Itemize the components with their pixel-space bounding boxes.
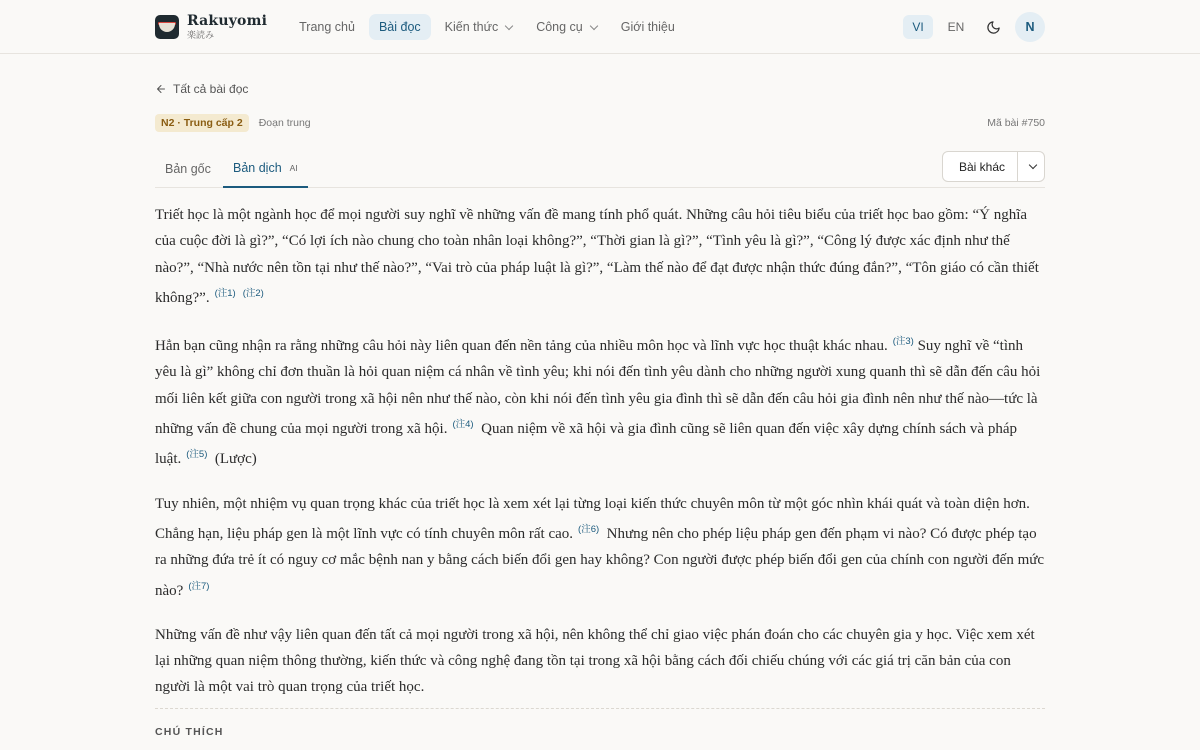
article-tabs (155, 150, 1045, 188)
header-actions (903, 12, 1045, 42)
back-link-label: Tất cả bài đọc (173, 82, 249, 96)
brand-subtitle: 楽読み (187, 30, 215, 40)
note-ref[interactable]: (注4) (452, 419, 474, 431)
nav-knowledge-label: Kiến thức (444, 20, 499, 34)
ramen-bowl-icon (155, 15, 179, 39)
chevron-down-icon (1029, 161, 1037, 169)
paragraph-text: Triết học là một ngành học để mọi người suy nghĩ về những vấn đề mang tính phổ quát. Những câu hỏi tiêu biểu của triết học bao gồm: “Ý nghĩa của cuộc đời là gì?”, “Có lợi ích nào chung cho toàn nhân loại không?”, “Thời gian là gì?”, “Tình yêu là gì?”, “Công lý được xác định như thế nào?”, “Nhà nước nên tồn tại như thế nào?”, “Vai trò của pháp luật là gì?”, “Làm thế nào để đạt được nhận thức đúng đắn?”, “Tôn giáo có cần thiết không?”. (155, 207, 1039, 306)
chevron-down-icon (505, 21, 513, 29)
paragraph (155, 622, 1045, 701)
nav-home[interactable]: Trang chủ (299, 20, 355, 34)
brand-logo[interactable] (155, 14, 267, 40)
main-nav (289, 14, 685, 40)
omitted-marker: (Lược) (214, 451, 257, 468)
sentence: Tuy nhiên, một nhiệm vụ quan trọng khác của triết học là xem xét lại từng loại kiến thức chuyên môn từ một góc nhìn khái quát và toàn diện hơn. Chẳng hạn, liệu pháp gen là một lĩnh vực có tính chuyên môn rất cao. (155, 495, 1030, 542)
note-ref[interactable]: (注7) (188, 580, 210, 592)
other-article-button[interactable]: Bài khác (958, 159, 1006, 174)
paragraph (155, 329, 1045, 472)
lang-en-button[interactable]: EN (947, 20, 965, 34)
chevron-down-icon (590, 21, 598, 29)
paragraph (155, 491, 1045, 604)
tab-translation-label: Bản dịch (233, 161, 282, 175)
article-code: Mã bài #750 (987, 117, 1045, 129)
level-badge: N2 · Trung cấp 2 (155, 114, 249, 132)
sentence: Hẳn bạn cũng nhận ra rằng những câu hỏi này liên quan đến nền tảng của nhiều môn học và lĩnh vực học thuật khác nhau. (155, 338, 888, 355)
note-ref[interactable]: (注5) (186, 449, 208, 461)
sentence: Quan niệm về xã hội và gia đình cũng sẽ liên quan đến việc xây dựng chính sách và pháp luật. (155, 421, 1018, 468)
brand-name: Rakuyomi (187, 13, 268, 29)
note-ref[interactable]: (注6) (578, 523, 600, 535)
ai-tag: AI (289, 163, 298, 173)
header-inner (155, 0, 1045, 54)
nav-tools[interactable] (526, 14, 607, 40)
tab-original[interactable]: Bản gốc (165, 162, 211, 176)
back-link[interactable] (155, 82, 248, 96)
sentence: Nhưng nên cho phép liệu pháp gen đến phạm vi nào? Có được phép tạo ra những đứa trẻ ít có nguy cơ mắc bệnh nan y bằng cách biến đổi gen hay không? Con người được phép biến đổi gen của chính con người đến mức nào? (155, 525, 1045, 599)
theme-toggle-button[interactable] (979, 13, 1007, 41)
user-avatar[interactable]: N (1015, 12, 1045, 42)
notes-divider (155, 708, 1045, 709)
nav-readings[interactable]: Bài đọc (369, 14, 431, 40)
paragraph (155, 202, 1045, 311)
nav-tools-label: Công cụ (536, 20, 583, 34)
notes-heading: CHÚ THÍCH (155, 726, 224, 738)
arrow-left-icon (155, 83, 167, 95)
lang-vi-button[interactable]: VI (903, 15, 933, 39)
note-ref[interactable]: (注2) (242, 287, 264, 299)
nav-knowledge[interactable] (435, 14, 523, 40)
article-body (155, 202, 1045, 719)
length-label: Đoạn trung (258, 117, 311, 129)
paragraph-text: Những vấn đề như vậy liên quan đến tất cả mọi người trong xã hội, nên không thể chỉ giao việc phán đoán cho các chuyên gia y học. Việc xem xét lại những quan niệm thông thường, kiến thức và công nghệ đang tồn tại trong xã hội bằng cách đối chiếu chúng với các giá trị căn bản của con người là một vai trò quan trọng của triết học. (155, 626, 1035, 696)
tab-translation[interactable] (223, 150, 308, 188)
moon-icon (986, 20, 1001, 35)
other-article-split-button (942, 151, 1045, 182)
brand-text (187, 14, 267, 40)
note-ref[interactable]: (注1) (214, 287, 236, 299)
sentence: Suy nghĩ về “tình yêu là gì” không chỉ đơn thuần là hỏi quan niệm cá nhân về tình yêu; khi nói đến tình yêu dành cho những người xung quanh thì sẽ dẫn đến câu hỏi mối liên kết giữa con người trong xã hội nên như thế nào, còn khi nói đến tình yêu gia đình thì sẽ dẫn đến câu hỏi gia đình nên như thế nào—tức là những vấn đề chung của mọi người trong xã hội. (155, 338, 1041, 438)
nav-about[interactable]: Giới thiệu (620, 20, 675, 34)
top-header (0, 0, 1200, 54)
note-ref[interactable]: (注3) (892, 336, 914, 348)
other-article-dropdown[interactable] (1017, 152, 1044, 181)
article-meta (155, 114, 1045, 132)
